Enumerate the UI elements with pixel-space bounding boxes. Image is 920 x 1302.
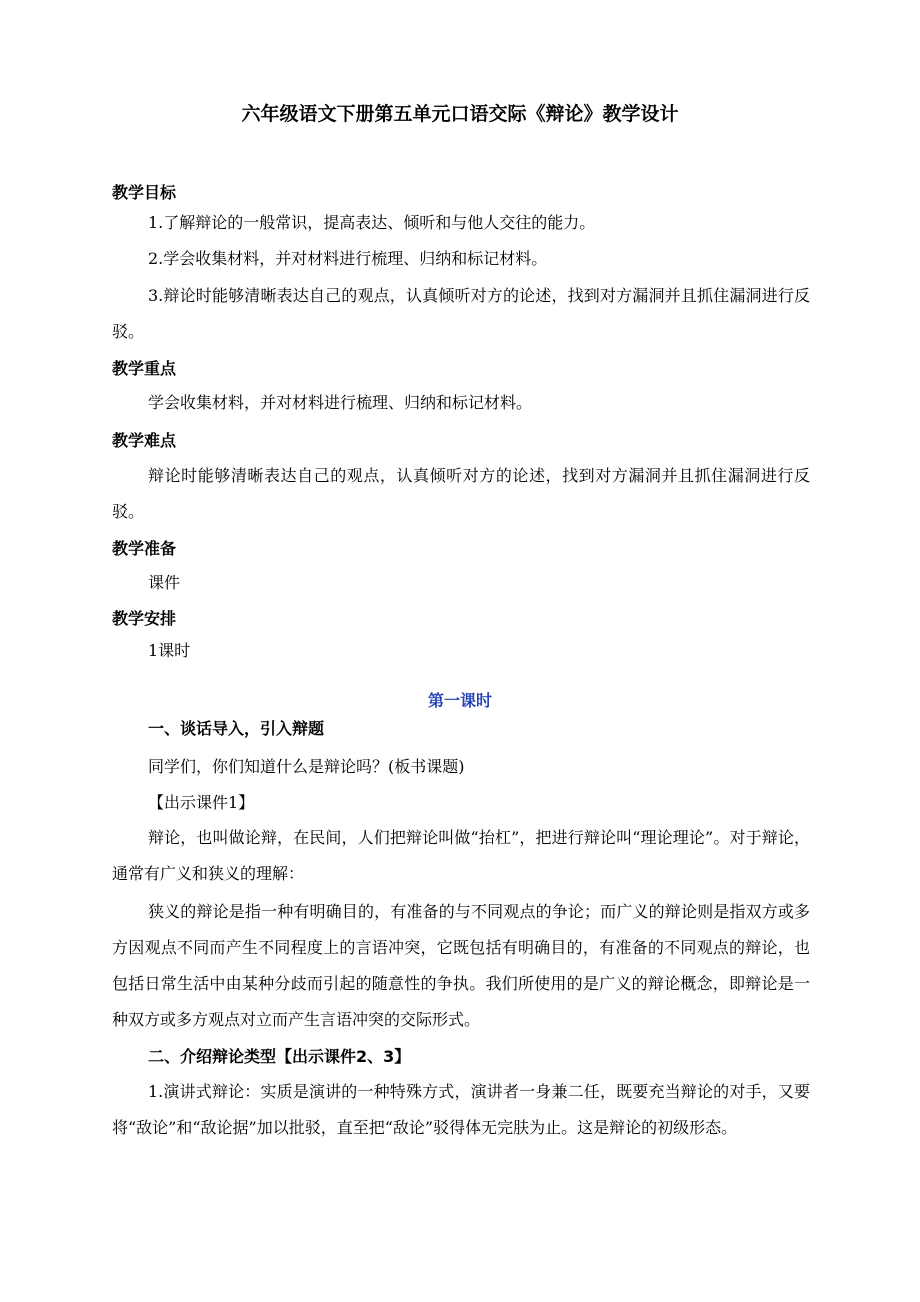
objectives-heading: 教学目标 bbox=[112, 183, 177, 202]
preparation-text: 课件 bbox=[148, 573, 181, 592]
key-points-text: 学会收集材料，并对材料进行梳理、归纳和标记材料。 bbox=[148, 393, 533, 412]
section1-heading: 一、谈话导入，引入辩题 bbox=[148, 719, 325, 738]
preparation-heading: 教学准备 bbox=[112, 539, 177, 558]
objective-item-3: 3.辩论时能够清晰表达自己的观点，认真倾听对方的论述，找到对方漏洞并且抓住漏洞进行反驳。 bbox=[112, 286, 810, 341]
arrangement-heading: 教学安排 bbox=[112, 609, 177, 628]
lesson1-title: 第一课时 bbox=[427, 691, 492, 710]
objective-item-1: 1.了解辩论的一般常识，提高表达、倾听和与他人交往的能力。 bbox=[148, 213, 596, 232]
difficulties-text: 辩论时能够清晰表达自己的观点，认真倾听对方的论述，找到对方漏洞并且抓住漏洞进行反驳。 bbox=[112, 466, 810, 521]
arrangement-text: 1课时 bbox=[148, 641, 191, 660]
document-title: 六年级语文下册第五单元口语交际《辩论》教学设计 bbox=[241, 103, 679, 125]
section1-paragraph-1: 辩论，也叫做论辩，在民间，人们把辩论叫做“抬杠”，把进行辩论叫“理论理论”。对于辩论，通常有广义和狭义的理解： bbox=[112, 828, 810, 883]
section2-heading: 二、介绍辩论类型【出示课件2、3】 bbox=[148, 1047, 411, 1066]
section2-paragraph-1: 1.演讲式辩论：实质是演讲的一种特殊方式，演讲者一身兼二任，既要充当辩论的对手，又要将“敌论”和“敌论据”加以批驳，直至把“敌论”驳得体无完肤为止。这是辩论的初级形态。 bbox=[112, 1082, 810, 1137]
courseware-label: 【出示课件1】 bbox=[148, 793, 255, 812]
section1-paragraph-2: 狭义的辩论是指一种有明确目的，有准备的与不同观点的争论；而广义的辩论则是指双方或多方因观点不同而产生不同程度上的言语冲突，它既包括有明确目的，有准备的不同观点的辩论，也包括日常生活中由某种分歧而引起的随意性的争执。我们所使用的是广义的辩论概念，即辩论是一种双方或多方观点对立而产生言语冲突的交际形式。 bbox=[112, 902, 810, 1029]
key-points-heading: 教学重点 bbox=[112, 359, 177, 378]
difficulties-heading: 教学难点 bbox=[112, 431, 177, 450]
objective-item-2: 2.学会收集材料，并对材料进行梳理、归纳和标记材料。 bbox=[148, 249, 548, 268]
section1-intro: 同学们，你们知道什么是辩论吗？(板书课题) bbox=[148, 757, 465, 776]
